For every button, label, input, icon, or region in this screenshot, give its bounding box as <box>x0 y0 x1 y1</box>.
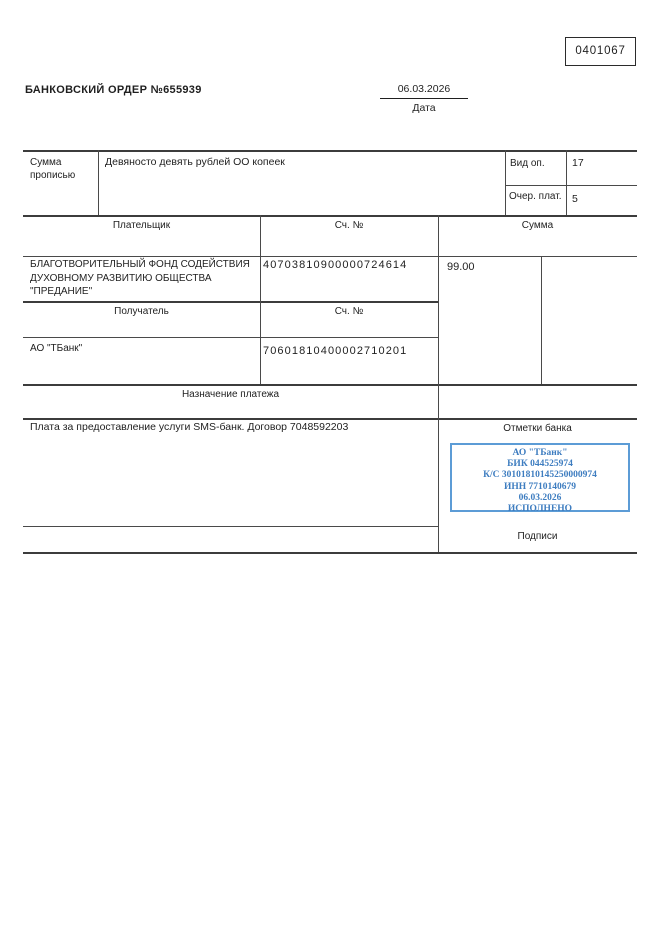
stamp-bank-name: АО "ТБанк" <box>512 448 568 458</box>
divider-line <box>23 150 637 152</box>
divider-line <box>260 215 261 384</box>
amount-words-value: Девяносто девять рублей ОО копеек <box>105 156 285 168</box>
divider-line <box>438 215 439 552</box>
divider-line <box>23 215 637 217</box>
document-title: БАНКОВСКИЙ ОРДЕР №655939 <box>25 84 202 96</box>
divider-line <box>23 337 438 338</box>
date-value: 06.03.2026 <box>397 83 451 95</box>
date-label: Дата <box>412 102 436 114</box>
bank-marks-header: Отметки банка <box>503 423 572 434</box>
stamp-corr-acct: К/С 30101810145250000974 <box>483 470 597 481</box>
stamp-inn: ИНН 7710140679 <box>503 481 577 492</box>
receiver-header: Получатель <box>114 306 169 317</box>
payer-account-header: Сч. № <box>334 220 364 231</box>
bank-stamp <box>450 443 630 515</box>
signatures-label: Подписи <box>517 531 558 542</box>
divider-line <box>505 150 506 215</box>
priority-value: 5 <box>572 193 578 205</box>
divider-line <box>505 185 637 186</box>
payer-name: БЛАГОТВОРИТЕЛЬНЫЙ ФОНД СОДЕЙСТВИЯ ДУХОВНОМУ РАЗВИТИЮ ОБЩЕСТВА "ПРЕДАНИЕ" <box>30 259 250 297</box>
stamp-status: ИСПОЛНЕНО <box>507 504 573 515</box>
divider-line <box>23 552 637 554</box>
form-code: 0401067 <box>575 45 626 57</box>
divider-line <box>23 526 438 527</box>
date-underline <box>380 98 468 99</box>
form-code-box <box>565 37 636 66</box>
receiver-name: АО "ТБанк" <box>30 343 83 354</box>
divider-line <box>23 256 637 257</box>
divider-line <box>23 418 637 420</box>
priority-label: Очер. плат. <box>509 191 562 202</box>
amount-words-label: Сумма прописью <box>30 157 76 181</box>
amount-value: 99.00 <box>447 261 475 273</box>
purpose-value: Плата за предоставление услуги SMS-банк. Договор 7048592203 <box>30 421 349 433</box>
receiver-account-header: Сч. № <box>334 306 364 317</box>
op-type-value: 17 <box>572 157 584 169</box>
divider-line <box>23 301 438 303</box>
op-type-label: Вид оп. <box>510 158 545 169</box>
date-block <box>380 83 468 114</box>
divider-line <box>541 256 542 384</box>
divider-line <box>23 384 637 386</box>
divider-line <box>98 150 99 215</box>
payer-header: Плательщик <box>112 220 171 231</box>
stamp-bik: БИК 044525974 <box>507 459 573 470</box>
payer-account: 40703810900000724614 <box>263 259 408 271</box>
amount-header: Сумма <box>521 220 554 231</box>
receiver-account: 70601810400002710201 <box>263 345 408 357</box>
divider-line <box>566 150 567 215</box>
purpose-header: Назначение платежа <box>181 389 280 400</box>
stamp-date: 06.03.2026 <box>518 492 562 503</box>
